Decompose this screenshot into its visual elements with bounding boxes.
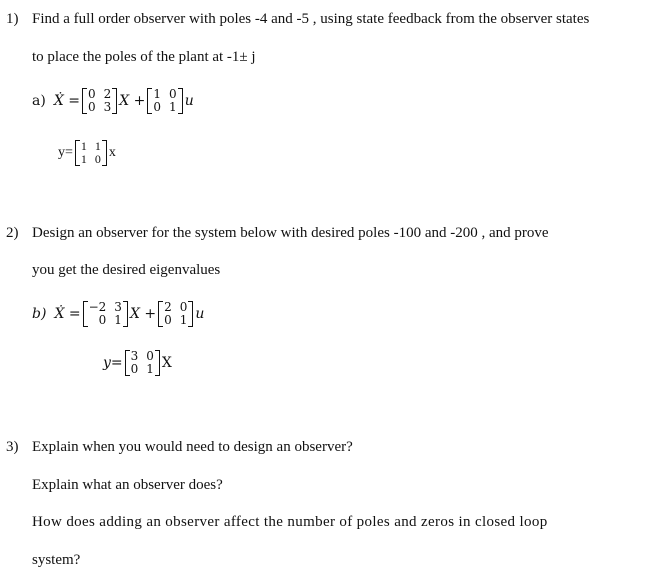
question-2-line-1: Design an observer for the system below with desired poles -100 and -200 , and prove bbox=[32, 225, 549, 241]
matrix-a1: 0 2 0 3 bbox=[82, 88, 117, 114]
matrix-a2: −2 3 0 1 bbox=[83, 301, 128, 327]
matrix-b2: 2 0 0 1 bbox=[158, 301, 193, 327]
equation-b-x-plus: X + bbox=[129, 306, 157, 322]
equation-a-label: a) bbox=[32, 93, 46, 109]
equation-b-label: b) bbox=[32, 306, 47, 322]
equation-b bbox=[32, 301, 204, 327]
equation-a-u: u bbox=[184, 93, 194, 109]
equation-b-u: u bbox=[195, 306, 205, 322]
equation-b-x: X bbox=[161, 355, 172, 371]
equation-b-y: y= bbox=[103, 355, 123, 371]
equation-a-x-plus: X + bbox=[119, 93, 146, 109]
question-1-number: 1) bbox=[6, 11, 19, 27]
question-1-line-2: to place the poles of the plant at -1± j bbox=[32, 49, 256, 65]
matrix-c1: 1 1 1 0 bbox=[75, 140, 107, 166]
question-1-line-1: Find a full order observer with poles -4 and -5 , using state feedback from the observer states bbox=[32, 11, 590, 27]
question-3-number: 3) bbox=[6, 439, 19, 455]
question-3-line-4: system? bbox=[32, 552, 81, 568]
equation-b-output bbox=[103, 350, 172, 376]
equation-a-output bbox=[58, 140, 116, 166]
matrix-b1: 1 0 0 1 bbox=[147, 88, 182, 114]
question-3-line-1: Explain when you would need to design an observer? bbox=[32, 439, 353, 455]
equation-b-xdot: Ẋ = bbox=[54, 306, 81, 322]
question-2-number: 2) bbox=[6, 225, 19, 241]
question-2-line-2: you get the desired eigenvalues bbox=[32, 262, 221, 278]
question-3-line-2: Explain what an observer does? bbox=[32, 477, 223, 493]
equation-a-xdot: Ẋ = bbox=[53, 93, 80, 109]
equation-a bbox=[32, 88, 194, 114]
equation-a-y: y= bbox=[58, 145, 73, 160]
question-3-line-3: How does adding an observer affect the number of poles and zeros in closed loop bbox=[32, 514, 548, 530]
matrix-c2: 3 0 0 1 bbox=[125, 350, 160, 376]
equation-a-x: x bbox=[108, 145, 116, 160]
